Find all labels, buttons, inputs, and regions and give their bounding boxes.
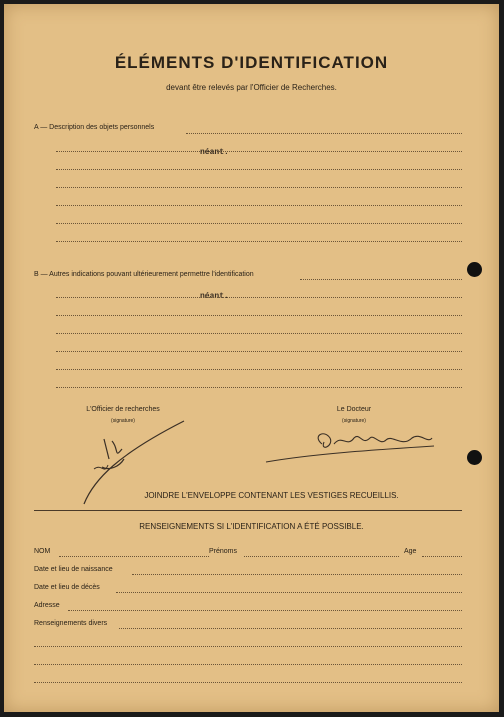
dotted-line <box>56 315 462 316</box>
nom-label: NOM <box>34 548 51 555</box>
dotted-line <box>422 556 462 557</box>
dotted-line <box>186 133 462 134</box>
naissance-label: Date et lieu de naissance <box>34 566 113 573</box>
dotted-line <box>300 279 462 280</box>
dotted-line <box>119 628 462 629</box>
punch-hole <box>467 262 482 277</box>
divers-label: Renseignements divers <box>34 620 108 627</box>
info-heading: RENSEIGNEMENTS SI L'IDENTIFICATION A ÉTÉ POSSIBLE. <box>139 522 364 531</box>
section-a-label: A — Description des objets personnels <box>34 124 155 131</box>
dotted-line <box>56 205 462 206</box>
document-title: ÉLÉMENTS D'IDENTIFICATION <box>114 53 389 72</box>
doctor-signature-scrawl <box>262 424 442 469</box>
dotted-line <box>68 610 462 611</box>
age-label: Age <box>404 548 417 555</box>
dotted-line <box>56 333 462 334</box>
dotted-line <box>56 169 462 170</box>
dotted-line <box>56 241 462 242</box>
section-b-label: B — Autres indications pouvant ultérieurement permettre l'identification <box>34 271 254 278</box>
deces-label: Date et lieu de décès <box>34 584 100 591</box>
punch-hole <box>467 450 482 465</box>
dotted-line <box>56 369 462 370</box>
envelope-instruction: JOINDRE L'ENVELOPPE CONTENANT LES VESTIGES RECUEILLIS. <box>144 491 399 500</box>
adresse-label: Adresse <box>34 602 60 609</box>
section-divider <box>34 510 462 511</box>
section-b-value: néant. <box>200 292 229 301</box>
doctor-signature-sublabel: (signature) <box>342 418 366 424</box>
dotted-line <box>34 646 462 647</box>
document-page <box>4 4 499 712</box>
doctor-signature-label: Le Docteur <box>336 406 372 413</box>
dotted-line <box>56 297 462 298</box>
dotted-line <box>34 664 462 665</box>
document-subtitle: devant être relevés par l'Officier de Recherches. <box>166 83 337 92</box>
dotted-line <box>56 187 462 188</box>
section-a-value: néant. <box>200 148 229 157</box>
officer-signature-sublabel: (signature) <box>111 418 135 424</box>
dotted-line <box>59 556 209 557</box>
dotted-line <box>56 387 462 388</box>
dotted-line <box>116 592 462 593</box>
dotted-line <box>56 351 462 352</box>
dotted-line <box>132 574 462 575</box>
dotted-line <box>56 223 462 224</box>
dotted-line <box>34 682 462 683</box>
dotted-line <box>56 151 462 152</box>
officer-signature-label: L'Officier de recherches <box>86 406 160 413</box>
dotted-line <box>244 556 399 557</box>
prenoms-label: Prénoms <box>209 548 238 555</box>
